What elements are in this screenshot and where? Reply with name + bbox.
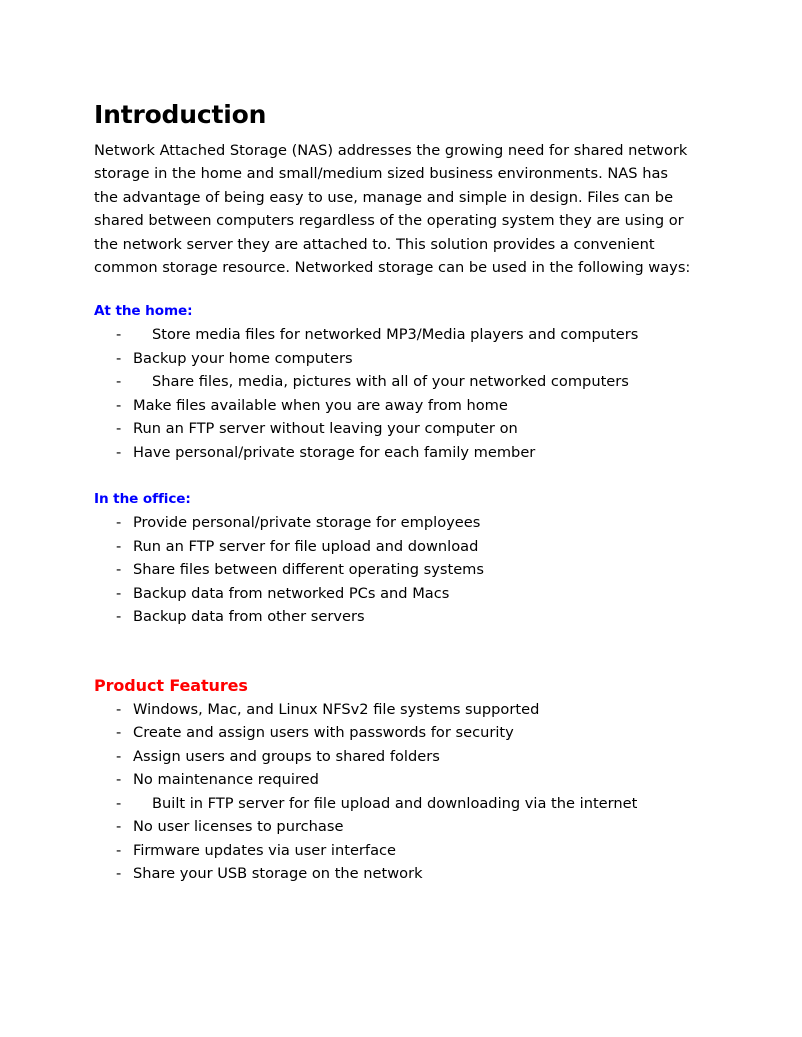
list-item: [94, 582, 706, 606]
list-item: [94, 394, 706, 418]
bullet-dash-icon: -: [116, 771, 122, 789]
list-item-label: Backup data from networked PCs and Macs: [133, 584, 450, 602]
list-item: [94, 323, 706, 347]
bullet-dash-icon: -: [116, 326, 122, 344]
list-item-label: Built in FTP server for file upload and downloading via the internet: [152, 794, 638, 812]
list-item: [94, 721, 706, 745]
bullet-dash-icon: -: [116, 608, 122, 626]
list-item: [94, 698, 706, 722]
list-item: [94, 370, 706, 394]
bullet-dash-icon: -: [116, 841, 122, 859]
spacer-before-office-section: [94, 464, 706, 491]
bullet-dash-icon: -: [116, 724, 122, 742]
bullet-dash-icon: -: [116, 794, 122, 812]
list-item-label: Firmware updates via user interface: [133, 841, 397, 859]
list-item-label: Create and assign users with passwords for security: [133, 724, 514, 742]
list-item-label: Share files, media, pictures with all of your networked computers: [152, 373, 629, 391]
bullet-dash-icon: -: [116, 700, 122, 718]
list-at-the-home: [94, 323, 706, 464]
list-item-label: Provide personal/private storage for employees: [133, 514, 481, 532]
list-item: [94, 558, 706, 582]
bullet-dash-icon: -: [116, 420, 122, 438]
spacer-before-features-section: [94, 629, 706, 676]
bullet-dash-icon: -: [116, 373, 122, 391]
document-content: [94, 100, 706, 886]
bullet-dash-icon: -: [116, 537, 122, 555]
list-item-label: Share your USB storage on the network: [133, 865, 423, 883]
list-item: [94, 768, 706, 792]
list-item-label: Assign users and groups to shared folders: [133, 747, 440, 765]
list-item-label: No maintenance required: [133, 771, 319, 789]
bullet-dash-icon: -: [116, 818, 122, 836]
list-item: [94, 792, 706, 816]
bullet-dash-icon: -: [116, 747, 122, 765]
intro-paragraph: Network Attached Storage (NAS) addresses the growing need for shared network storage in the home and small/medium sized business environments. NAS has the advantage of being easy to use, manage and simple in design. Files can be shared between computers regardless of the operating system they are using or the network server they are attached to. This solution provides a convenient common storage resource. Networked storage can be used in the following ways:: [94, 142, 691, 277]
list-item: [94, 347, 706, 371]
list-item-label: Run an FTP server for file upload and download: [133, 537, 479, 555]
list-item-label: Have personal/private storage for each family member: [133, 443, 536, 461]
list-in-the-office: [94, 511, 706, 629]
section-heading-product-features: Product Features: [94, 675, 248, 695]
list-item-label: Share files between different operating systems: [133, 561, 484, 579]
list-item-label: Backup data from other servers: [133, 608, 365, 626]
list-item: [94, 441, 706, 465]
list-item: [94, 511, 706, 535]
list-item: [94, 862, 706, 886]
bullet-dash-icon: -: [116, 584, 122, 602]
bullet-dash-icon: -: [116, 349, 122, 367]
list-item: [94, 745, 706, 769]
bullet-dash-icon: -: [116, 443, 122, 461]
list-item: [94, 605, 706, 629]
list-item: [94, 417, 706, 441]
list-item-label: No user licenses to purchase: [133, 818, 344, 836]
spacer-before-home-section: [94, 279, 706, 303]
list-product-features: [94, 698, 706, 886]
list-item: [94, 839, 706, 863]
list-item-label: Backup your home computers: [133, 349, 353, 367]
bullet-dash-icon: -: [116, 396, 122, 414]
bullet-dash-icon: -: [116, 865, 122, 883]
page-title: Introduction: [94, 100, 267, 129]
list-item-label: Store media files for networked MP3/Media players and computers: [152, 326, 639, 344]
list-item: [94, 815, 706, 839]
bullet-dash-icon: -: [116, 561, 122, 579]
section-heading-at-the-home: At the home:: [94, 303, 193, 320]
section-heading-in-the-office: In the office:: [94, 491, 191, 508]
list-item-label: Make files available when you are away from home: [133, 396, 508, 414]
list-item: [94, 535, 706, 559]
bullet-dash-icon: -: [116, 514, 122, 532]
list-item-label: Windows, Mac, and Linux NFSv2 file systems supported: [133, 700, 540, 718]
list-item-label: Run an FTP server without leaving your computer on: [133, 420, 518, 438]
